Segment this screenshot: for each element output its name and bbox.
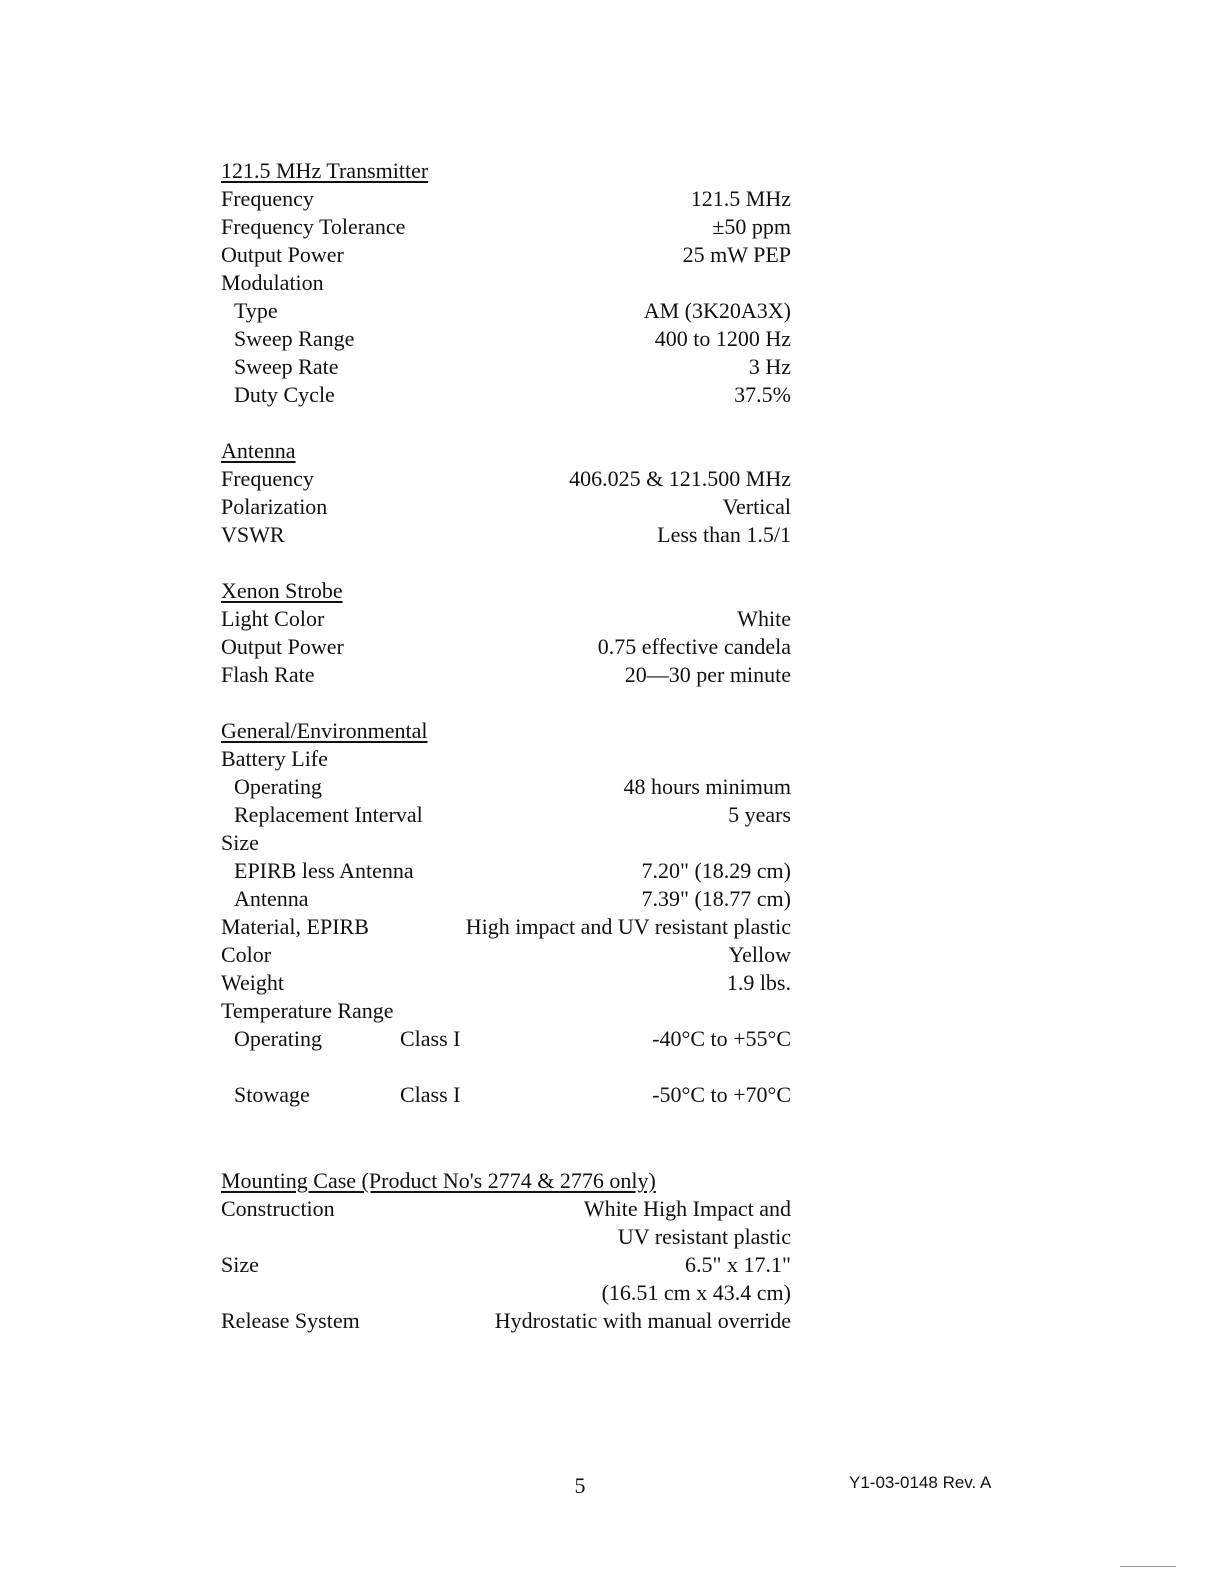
spec-label: Operating: [234, 774, 322, 799]
spec-row-polarization: [221, 493, 791, 521]
spec-value: ±50 ppm: [712, 214, 791, 239]
spec-value: 37.5%: [734, 382, 791, 407]
spec-row-flash-rate: [221, 661, 791, 689]
spec-label: Size: [221, 830, 259, 855]
spec-row-sweep-range: [221, 325, 791, 353]
spec-row-battery-operating: [221, 773, 791, 801]
spec-value: 7.20" (18.29 cm): [641, 858, 791, 883]
spec-label: Output Power: [221, 242, 344, 267]
spec-row-modulation-type: [221, 297, 791, 325]
section-antenna: [221, 437, 791, 549]
spec-label: Frequency: [221, 466, 314, 491]
spec-row-epirb-less-antenna: [221, 857, 791, 885]
spec-value: 400 to 1200 Hz: [654, 326, 791, 351]
spec-row-frequency-tolerance: [221, 213, 791, 241]
spec-row-strobe-output-power: [221, 633, 791, 661]
spec-label: Material, EPIRB: [221, 914, 369, 939]
spec-row-release-system: [221, 1307, 791, 1335]
spec-row-construction: [221, 1195, 791, 1251]
spec-row-color: [221, 941, 791, 969]
spec-value: Vertical: [722, 494, 791, 519]
spec-value: White: [737, 606, 791, 631]
spec-value: 5 years: [728, 802, 791, 827]
spec-sheet: [221, 157, 791, 1363]
spec-row-material: [221, 913, 791, 941]
spec-value: Hydrostatic with manual override: [494, 1308, 791, 1333]
spec-label: Flash Rate: [221, 662, 315, 687]
spec-value: Less than 1.5/1: [657, 522, 791, 547]
spec-label: Light Color: [221, 606, 325, 631]
spec-value: Yellow: [728, 942, 791, 967]
spec-label: Duty Cycle: [234, 382, 335, 407]
spec-label: VSWR: [221, 522, 285, 547]
spec-value: High impact and UV resistant plastic: [465, 914, 791, 939]
spec-value: White High Impact and UV resistant plastic: [583, 1196, 791, 1249]
spec-value: 7.39" (18.77 cm): [641, 886, 791, 911]
spec-value: AM (3K20A3X): [643, 298, 791, 323]
spec-row-battery-life: [221, 745, 791, 773]
spec-value: 20—30 per minute: [624, 662, 791, 687]
spec-label: Size: [221, 1252, 259, 1277]
section-title: Xenon Strobe: [221, 578, 343, 603]
spec-label: Antenna: [234, 886, 309, 911]
section-title: 121.5 MHz Transmitter: [221, 158, 429, 183]
spec-label: Frequency: [221, 186, 314, 211]
spec-label: Type: [234, 298, 278, 323]
spec-row-replacement-interval: [221, 801, 791, 829]
spec-row-antenna-frequency: [221, 465, 791, 493]
spec-row-temp-stowage: [221, 1081, 791, 1109]
section-general-environmental: [221, 717, 791, 1109]
spec-label: Output Power: [221, 634, 344, 659]
spec-class: Class I: [400, 1082, 461, 1107]
spec-label: Modulation: [221, 270, 324, 295]
section-title: Mounting Case (Product No's 2774 & 2776 only): [221, 1168, 656, 1193]
spec-label: Construction: [221, 1196, 335, 1221]
spec-row-sweep-rate: [221, 353, 791, 381]
section-title: Antenna: [221, 438, 296, 463]
spec-row-frequency: [221, 185, 791, 213]
section-mounting-case: [221, 1167, 791, 1335]
spec-row-output-power: [221, 241, 791, 269]
spec-row-case-size: [221, 1251, 791, 1307]
spec-row-temp-operating: [221, 1025, 791, 1053]
spec-class: Class I: [400, 1026, 461, 1051]
spec-row-modulation: [221, 269, 791, 297]
spec-row-antenna-size: [221, 885, 791, 913]
spec-value: 1.9 lbs.: [726, 970, 791, 995]
spec-label: Stowage: [234, 1082, 310, 1107]
spec-row-duty-cycle: [221, 381, 791, 409]
section-title: General/Environmental: [221, 718, 428, 743]
spec-value: -40°C to +55°C: [652, 1026, 791, 1051]
spec-row-vswr: [221, 521, 791, 549]
spec-label: Battery Life: [221, 746, 328, 771]
spec-row-light-color: [221, 605, 791, 633]
spec-label: Weight: [221, 970, 284, 995]
spec-label: EPIRB less Antenna: [234, 858, 414, 883]
spec-label: Replacement Interval: [234, 802, 423, 827]
document-id: Y1-03-0148 Rev. A: [849, 1473, 992, 1492]
spec-label: Frequency Tolerance: [221, 214, 406, 239]
spec-value: 3 Hz: [748, 354, 791, 379]
spec-value: 6.5" x 17.1" (16.51 cm x 43.4 cm): [601, 1252, 791, 1305]
spec-value: 0.75 effective candela: [597, 634, 791, 659]
spec-label: Color: [221, 942, 272, 967]
section-transmitter: [221, 157, 791, 409]
spec-value: 25 mW PEP: [682, 242, 791, 267]
section-xenon-strobe: [221, 577, 791, 689]
spec-label: Polarization: [221, 494, 328, 519]
spec-value: 48 hours minimum: [623, 774, 791, 799]
spec-value: -50°C to +70°C: [652, 1082, 791, 1107]
spec-label: Temperature Range: [221, 998, 394, 1023]
spec-label: Release System: [221, 1308, 360, 1333]
spec-label: Sweep Range: [234, 326, 355, 351]
spec-row-weight: [221, 969, 791, 997]
scan-edge-mark: [1120, 1566, 1176, 1567]
page-number: 5: [574, 1473, 586, 1498]
spec-value: 121.5 MHz: [690, 186, 791, 211]
spec-value: 406.025 & 121.500 MHz: [569, 466, 791, 491]
spec-label: Sweep Rate: [234, 354, 339, 379]
spec-row-temperature-range: [221, 997, 791, 1025]
spec-label: Operating: [234, 1026, 322, 1051]
spec-row-size: [221, 829, 791, 857]
